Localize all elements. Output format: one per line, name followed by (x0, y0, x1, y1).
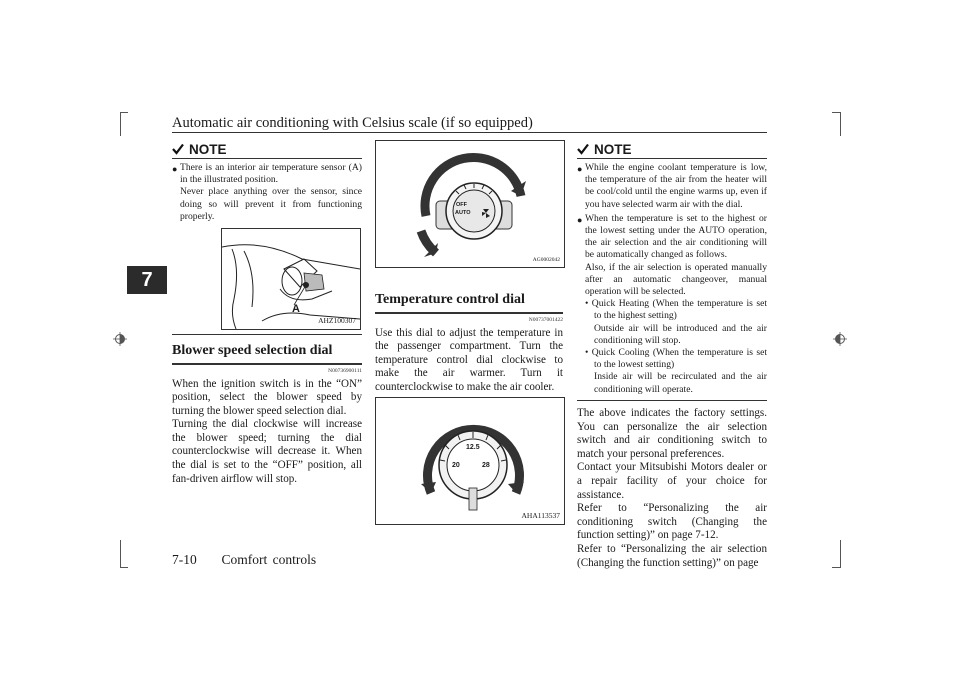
note-box (172, 158, 362, 335)
crop-mark (832, 112, 840, 113)
section-heading: Temperature control dial (375, 292, 525, 307)
bullet-icon: ● (577, 214, 583, 225)
doc-code: N00736900111 (328, 367, 362, 374)
note-header (172, 140, 362, 158)
control-panel-illustration (376, 141, 564, 267)
footer-section: Comfort controls (221, 552, 317, 567)
note-label: NOTE (594, 141, 632, 157)
temperature-dial-illustration (376, 398, 564, 524)
section-rule (375, 312, 563, 314)
page-footer (172, 552, 316, 568)
paragraph: Turning the dial clockwise will increase the blower speed; turning the dial counterclockwise will decrease it. When the dial is set to the “OFF” position, all fan-driven airflow will stop. (172, 418, 362, 485)
note-label: NOTE (189, 141, 227, 157)
dashboard-illustration (222, 229, 360, 329)
dial-label-auto: AUTO (455, 210, 471, 216)
note-bullet (577, 162, 767, 211)
figure-code: AHZ100307 (318, 316, 356, 326)
paragraph: Refer to “Personalizing the air conditioning switch (Changing the function setting)” on page 7-12. (577, 502, 767, 542)
section-rule (172, 363, 362, 365)
note-bullet (172, 162, 362, 223)
crop-mark (120, 567, 128, 568)
section-body (375, 327, 563, 395)
crop-mark (120, 540, 121, 568)
note-subitem-text: Inside air will be recirculated and the air conditioning will operate. (594, 371, 767, 395)
blower-section (172, 343, 362, 486)
note-section (172, 140, 362, 335)
dial-label: 20 (452, 462, 460, 469)
sensor-figure (221, 228, 361, 330)
note-section (577, 140, 767, 401)
temp-dial-figure-1 (375, 140, 565, 268)
crop-mark (840, 540, 841, 568)
temp-dial-figure-2 (375, 397, 565, 525)
section-body (172, 378, 362, 487)
paragraph: Contact your Mitsubishi Motors dealer or a repair facility of your choice for assistance. (577, 461, 767, 501)
figure-letter: A (292, 303, 300, 316)
note-subitem (585, 298, 767, 347)
chapter-tab: 7 (127, 266, 167, 294)
crop-mark (120, 112, 121, 136)
header-rule (172, 132, 767, 133)
crop-mark (832, 567, 840, 568)
bullet-icon: ● (172, 164, 178, 174)
registration-mark-icon (833, 332, 847, 346)
note-text: Also, if the air selection is operated manually after an automatic changeover, manual operation will be selected. (585, 261, 767, 298)
note-subitem-title: • Quick Cooling (When the temperature is set to the lowest setting) (585, 347, 767, 371)
dial-label-off: OFF (456, 202, 467, 208)
note-check-icon (172, 143, 184, 155)
section-heading: Blower speed selection dial (172, 343, 333, 358)
dial-label: 28 (482, 462, 490, 469)
note-subitem-text: Outside air will be introduced and the air conditioning will stop. (594, 322, 767, 346)
registration-mark-icon (113, 332, 127, 346)
note-header (577, 140, 767, 158)
paragraph: Use this dial to adjust the temperature in the passenger compartment. Turn the temperature control dial clockwise to make the air warmer. Turn it counterclockwise to make the air cooler. (375, 326, 563, 393)
right-column-body (577, 407, 767, 570)
crop-mark (120, 112, 128, 113)
note-text: There is an interior air temperature sensor (A) in the illustrated position. (180, 162, 362, 186)
note-box (577, 158, 767, 401)
bullet-icon: ● (577, 164, 583, 174)
paragraph: The above indicates the factory settings. You can personalize the air selection switch and air conditioning switch to match your personal preferences. (577, 407, 767, 460)
note-text: While the engine coolant temperature is low, the temperature of the air from the heater will be cool/cold until the engine warms up, even if you have selected warm air with the dial. (585, 162, 767, 210)
page-header-title: Automatic air conditioning with Celsius scale (if so equipped) (172, 115, 533, 131)
figure-code: AG0002042 (532, 257, 560, 263)
note-subitem-title: • Quick Heating (When the temperature is set to the highest setting) (585, 298, 767, 322)
note-text: When the temperature is set to the highest or the lowest setting under the AUTO operation, the air selection and the air conditioning will be automatically changed as follows. (585, 212, 767, 261)
dial-label: 12.5 (466, 444, 480, 451)
figure-code: AHA113537 (521, 511, 560, 520)
crop-mark (840, 112, 841, 136)
note-bullet (577, 213, 767, 396)
doc-code: N00737001422 (528, 316, 563, 323)
temp-section (375, 292, 563, 394)
paragraph: Refer to “Personalizing the air selection (Changing the function setting)” on page (577, 542, 767, 569)
paragraph: When the ignition switch is in the “ON” position, select the blower speed by turning the blower speed selection dial. (172, 377, 362, 417)
note-check-icon (577, 143, 589, 155)
note-text: Never place anything over the sensor, since doing so will prevent it from functioning properly. (180, 186, 362, 222)
note-subitem (585, 347, 767, 396)
page-number: 7-10 (172, 552, 197, 567)
